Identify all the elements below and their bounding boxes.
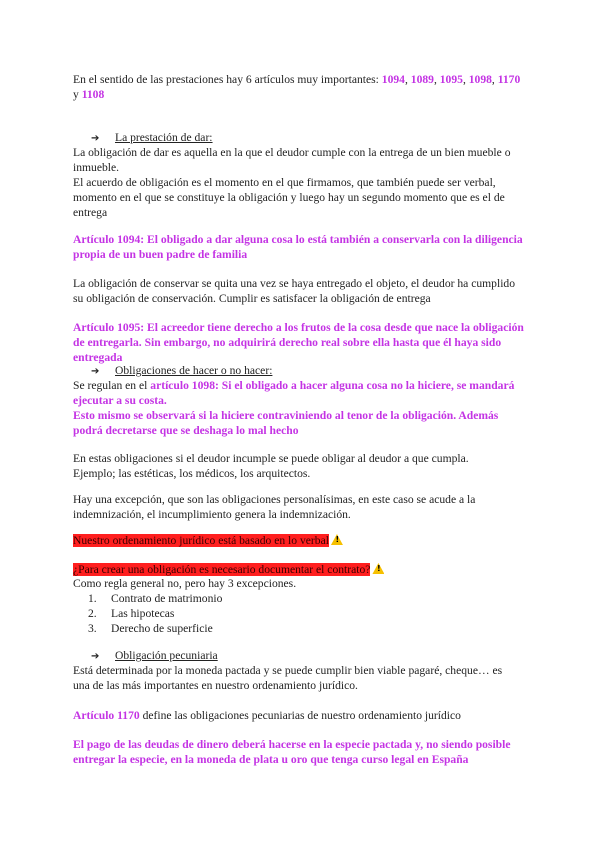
article-1095-quote: Artículo 1095: El acreedor tiene derecho a los frutos de la cosa desde que nace la obligación de entregarla. Sin embargo, no adquirirá derecho real sobre ella hasta que él haya sido entregada	[73, 321, 524, 364]
arrow-right-icon: ➔	[91, 651, 100, 662]
article-ref-1108: 1108	[81, 88, 105, 101]
warning-icon	[331, 534, 343, 545]
exceptions-list	[88, 591, 388, 636]
article-1170-line: Artículo 1170 define las obligaciones pecuniarias de nuestro ordenamiento jurídico	[73, 709, 461, 722]
intro-paragraph: En el sentido de las prestaciones hay 6 artículos muy importantes: 1094, 1089, 1095, 1098, 1170 y 1108	[73, 73, 521, 101]
section-heading-dar: ➔ La prestación de dar:	[91, 131, 213, 144]
incumple-paragraph: En estas obligaciones si el deudor incumple se puede obligar al deudor a que cumpla. Ejemplo; las estéticas, los médicos, los arquitectos.	[73, 452, 469, 480]
section-heading-pecuniaria: ➔ Obligación pecuniaria	[91, 649, 218, 662]
highlight-question: ¿Para crear una obligación es necesario documentar el contrato?!	[73, 562, 538, 577]
list-item: 2. Las hipotecas	[88, 607, 175, 620]
conservar-paragraph: La obligación de conservar se quita una vez se haya entregado el objeto, el deudor ha cumplido su obligación de conservación. Cumplir es satisfacer la obligación de entrega	[73, 277, 516, 305]
final-quote: El pago de las deudas de dinero deberá hacerse en la especie pactada y, no siendo posible entregar la especie, en la moneda de plata u oro que tenga curso legal en España	[73, 738, 511, 766]
article-1094-quote: Artículo 1094: El obligado a dar alguna cosa lo está también a conservarla con la diligencia propia de un buen padre de familia	[73, 233, 523, 261]
list-item: 3. Derecho de superficie	[88, 622, 213, 635]
hacer-paragraph: Se regulan en el artículo 1098: Si el obligado a hacer alguna cosa no la hiciere, se mandará ejecutar a su costa. Esto mismo se observará si la hiciere contraviniendo al tenor de la obligación. Además podrá decretarse que se deshaga lo mal hecho	[73, 379, 515, 437]
arrow-right-icon: ➔	[91, 366, 100, 377]
section-heading-hacer: ➔ Obligaciones de hacer o no hacer:	[91, 364, 273, 377]
article-ref-1089: 1089	[410, 73, 434, 86]
highlight-verbal: Nuestro ordenamiento jurídico está basado en lo verbal!	[73, 533, 538, 548]
article-ref-1098: 1098	[468, 73, 492, 86]
regla-text: Como regla general no, pero hay 3 excepciones.	[73, 577, 297, 590]
arrow-right-icon: ➔	[91, 133, 100, 144]
list-item: 1. Contrato de matrimonio	[88, 592, 223, 605]
dar-paragraph: La obligación de dar es aquella en la que el deudor cumple con la entrega de un bien mueble o inmueble. El acuerdo de obligación es el momento en el que firmamos, que también puede ser verbal, momento en el que se constituye la obligación y luego hay un segundo momento que es el de entrega	[73, 146, 511, 219]
article-ref-1170: 1170	[497, 73, 521, 86]
article-ref-1094: 1094	[381, 73, 405, 86]
article-ref-1095: 1095	[439, 73, 463, 86]
warning-icon	[372, 563, 384, 574]
pecuniaria-paragraph: Está determinada por la moneda pactada y se puede cumplir bien viable pagaré, cheque… es una de las más importantes en nuestro ordenamiento jurídico.	[73, 664, 503, 692]
excepcion-paragraph: Hay una excepción, que son las obligaciones personalísimas, en este caso se acude a la indemnización, el incumplimiento genera la indemnización.	[73, 493, 476, 521]
